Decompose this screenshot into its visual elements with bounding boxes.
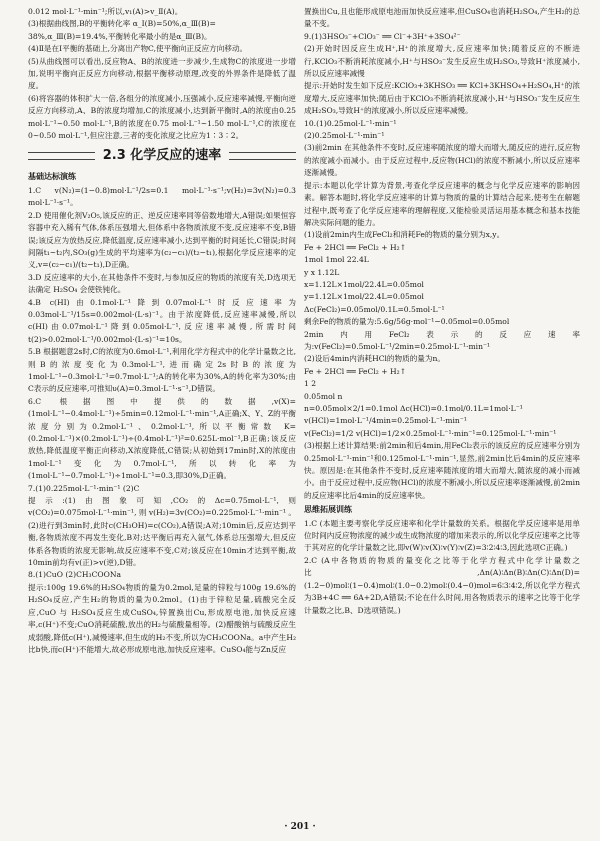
chemical-equation: Fe + 2HCl ══ FeCl₂ + H₂↑ (304, 366, 407, 376)
answer-text-block: 10.(1)0.25mol·L⁻¹·min⁻¹ (304, 118, 397, 128)
answer-text-block: (3)根据曲线图,B的平衡转化率 α_Ⅰ(B)=50%,α_Ⅲ(B)= (28, 19, 216, 29)
answer-text-block: (2)开始时因反应生成H⁺,H⁺的浓度增大,反应速率加快;随着反应的不断进行,KClO₃不断消耗浓度减小,H⁺与HSO₃⁻发生反应生成H₂SO₃,导致H⁺浓度减小,所以反应速率减慢 (304, 44, 580, 79)
decorative-rule (229, 152, 296, 160)
answer-text-block: (1)设前2min内生成FeCl₂和消耗Fe的物质的量分别为x,y。 (304, 230, 505, 240)
equation-line: y x 1.12L (304, 267, 340, 277)
answer-text-block: 置换出Cu,且也能形成原电池而加快反应速率,但CuSO₄也消耗H₂SO₄,产生H₂的总量不变。 (304, 7, 580, 29)
left-column (28, 6, 296, 656)
answer-item: 7.(1)0.225mol·L⁻¹·min⁻¹ (2)C (28, 483, 140, 493)
equation-line: 1 2 (304, 379, 317, 389)
answer-text-block: 38%,α_Ⅲ(B)=19.4%,平衡转化率最小的是α_Ⅲ(B)。 (28, 31, 212, 41)
answer-text-block: 0.012 mol·L⁻¹·min⁻¹;所以,v₁(A)>v_Ⅱ(A)。 (28, 7, 183, 16)
section-title: 2.3 化学反应的速率 (95, 150, 230, 162)
section-title-banner (28, 146, 296, 166)
answer-text-block: (5)从曲线图可以看出,反应物A、B的浓度进一步减少,生成物C的浓度进一步增加,说明平衡向正反应方向移动,根据平衡移动原理,改变的外界条件是降低了温度。 (28, 56, 296, 91)
calculation-line: v(HCl)=1mol·L⁻¹/4min=0.25mol·L⁻¹·min⁻¹ (304, 416, 467, 426)
page-number: · 201 · (284, 822, 316, 832)
answer-item: 8.(1)CuO (2)CH₃COONa (28, 570, 122, 580)
answer-text-block: 提示:开始时发生如下反应:KClO₃+3KHSO₃ ══ KCl+3KHSO₄+H₂SO₄,H⁺的浓度增大,反应速率加快;随后由于KClO₃不断消耗浓度减小,H⁺与HSO₃⁻发生反应生成H₂SO₃,导致H⁺的浓度减小,所以反应速率减慢。 (304, 81, 580, 116)
answer-text-block: 9.(1)3HSO₃⁻+ClO₃⁻ ══ Cl⁻+3H⁺+3SO₄²⁻ (304, 31, 461, 41)
subsection-heading: 思维拓展训练 (304, 505, 352, 515)
answer-item: 提示:100g 19.6%的H₂SO₄物质的量为0.2mol,足量的锌粒与100g 19.6%的H₂SO₄反应,产生H₂的物质的量为0.2mol。(1)由于锌粒足量,硫酸完全反应,CuO 与 H₂SO₄反应生成CuSO₄,锌置换出Cu,形成原电池,加快反应速率,c(H⁺)不变;CuO消耗硫酸,放出的H₂与硫酸量相等。(2)醋酸钠与硫酸反应生成弱酸,降低c(H⁺),减慢速率,但生成的H₂不变,所以为CH₃COONa。a中产生H₂比b快,而c(H⁺)不能增大,故必形成原电池,加快反应速率。CuSO₄能与Zn反应 (28, 582, 296, 654)
answer-item: 提示:(1)由图象可知,CO₂的Δc=0.75mol·L⁻¹,则v(CO₂)=0.075mol·L⁻¹·min⁻¹,则v(H₂)=3v(CO₂)=0.225mol·L⁻¹·min⁻¹。(2)进行到3min时,此时c(CH₃OH)=c(CO₂),A错误;A对;10min后,反应达到平衡,各物质浓度不再发生变化,B对;达平衡后再充入氩气,体系总压强增大,但反应体系各物质的浓度无影响,故反应速率不变,C对;该反应在10min才达到平衡,故10min前均有v(正)>v(逆),D错。 (28, 496, 296, 568)
answer-text-block: (2)0.25mol·L⁻¹·min⁻¹ (304, 131, 385, 141)
answer-item: 3.D 反应速率的大小,在其他条件不变时,与参加反应的物质的浓度有关,D选项无法确定 H₂SO₄ 会使铁钝化。 (28, 272, 296, 295)
calculation-line: n=0.05mol×2/1=0.1mol Δc(HCl)=0.1mol/0.1L=1mol·L⁻¹ (304, 404, 523, 413)
subsection-heading: 基础达标演练 (28, 172, 76, 182)
answer-item: 2.C (A中各物质的物质的量变化之比等于化学方程式中化学计量数之比,Δn(A)∶Δn(B)∶Δn(C)∶Δn(D)=(1.2−0)mol∶(1−0.4)mol∶(1.0−0.2)mol∶(0.4−0)mol=6∶3∶4∶2,所以化学方程式为3B+4C ══ 6A+2D,A错误;不论在什么时间,用各物质表示的速率之比等于化学计量数之比,B、D选项错误。) (304, 555, 580, 615)
answer-text-block: (6)将容器的体积扩大一倍,各组分的浓度减小,压强减小,反应速率减慢,平衡向逆反应方向移动,A、B的浓度均增加,C的浓度减小,达到新平衡时,A的浓度由0.25 mol·L⁻¹~0.50 mol·L⁻¹,B的浓度在0.75 mol·L⁻¹~1.50 mol·L⁻¹,C的浓度在0~0.50 mol·L⁻¹,但应注意,三者的变化浓度之比应为1∶3∶2。 (28, 93, 296, 141)
answer-item: 1.C v(N₂)=(1−0.8)mol·L⁻¹/2s=0.1 mol·L⁻¹·s⁻¹;v(H₂)=3v(N₂)=0.3 mol·L⁻¹·s⁻¹。 (28, 185, 296, 208)
answer-item: 2.D 使用催化剂V₂O₅,该反应的正、逆反应速率同等倍数地增大,A错误;如果恒容容器中充入稀有气体,体系压强增大,但体系中各物质浓度不变,反应速率不变,B错误;该反应为放热反应,降低温度,反应速率减小,达到平衡的时间延长,C错误;时间间隔t₁~t₂内,SO₃(g)生成的平均速率为(c₂−c₁)/(t₂−t₁),根据化学反应速率的定义,v=(c₂−c₁)/(t₂−t₁),D正确。 (28, 210, 296, 270)
calculation-line: v(FeCl₂)=1/2 v(HCl)=1/2×0.25mol·L⁻¹·min⁻¹=0.125mol·L⁻¹·min⁻¹ (304, 428, 557, 438)
chemical-equation: Fe + 2HCl ══ FeCl₂ + H₂↑ (304, 242, 407, 252)
calculation-line: x=1.12L×1mol/22.4L=0.05mol (304, 279, 424, 289)
answer-text-block: (2)设后4min内消耗HCl的物质的量为n。 (304, 354, 445, 364)
answer-text-block: (3)根据上述计算结果:前2min和后4min,用FeCl₂表示的该反应的反应速率分别为0.25mol·L⁻¹·min⁻¹和0.125mol·L⁻¹·min⁻¹,显然,前2min比后4min的反应速率快。原因是:在其他条件不变时,反应速率随浓度的增大而增大,随浓度的减小而减小。由于反应过程中,反应物(HCl)的浓度不断减小,所以反应速率逐渐减慢,前2min的反应速率比后4min的反应速率快。 (304, 441, 580, 500)
answer-text-block: (3)前2min 在其他条件不变时,反应速率随浓度的增大而增大,随反应的进行,反应物的浓度减小而减小。由于反应过程中,反应物(HCl)的浓度不断减小,所以反应速率逐渐减慢。 (304, 143, 580, 178)
calculation-line: 剩余Fe的物质的量为:5.6g/56g·mol⁻¹−0.05mol=0.05mol (304, 317, 510, 327)
right-column (304, 6, 580, 617)
answer-item: 4.B c(HI)由0.1mol·L⁻¹降到0.07mol·L⁻¹时反应速率为 0.03mol·L⁻¹/15s=0.002mol·(L·s)⁻¹。由于浓度降低,反应速率减慢,所以c(HI)由0.07mol·L⁻¹降到0.05mol·L⁻¹,反应速率减慢,所需时间t(2)>0.02mol·L⁻¹/0.002mol·(L·s)⁻¹=10s。 (28, 297, 296, 344)
equation-line: 1mol 1mol 22.4L (304, 255, 369, 265)
calculation-line: Δc(FeCl₂)=0.05mol/0.1L=0.5mol·L⁻¹ (304, 304, 445, 314)
equation-line: 0.05mol n (304, 391, 343, 401)
calculation-line: 2min内用FeCl₂表示的反应速率为:v(FeCl₂)=0.5mol·L⁻¹/2min=0.25mol·L⁻¹·min⁻¹ (304, 329, 580, 351)
answer-text-block: (4)Ⅱ是在Ⅰ平衡的基础上,分离出产物C,使平衡向正反应方向移动。 (28, 44, 248, 54)
calculation-line: y=1.12L×1mol/22.4L=0.05mol (304, 292, 424, 302)
answer-text-block: 提示:本题以化学计算为背景,考查化学反应速率的概念与化学反应速率的影响因素。解答本题时,将化学反应速率的计算与物质的量的计算结合起来,使考生在解题过程中,既考查了化学反应速率的理解程度,又能检验灵活运用基本概念和基本技能解决实际问题的能力。 (304, 180, 580, 227)
answer-item: 1.C (本题主要考察化学反应速率和化学计量数的关系。根据化学反应速率是用单位时间内反应物浓度的减少或生成物浓度的增加来表示的,所以化学反应速率之比等于其对应的化学计量数之比,即v(W)∶v(X)∶v(Y)∶v(Z)=3∶2∶4∶3,因此选项C正确。) (304, 518, 580, 553)
decorative-rule (28, 152, 95, 160)
answer-item: 5.B 根据题意2s时,C的浓度为0.6mol·L⁻¹,利用化学方程式中的化学计量数之比,则B的浓度变化为0.3mol·L⁻¹,进而确定2s时B的浓度为1mol·L⁻¹−0.3mol·L⁻¹=0.7mol·L⁻¹;A的转化率为30%,A的转化率为30%;由C表示的反应速率,可推知υ(A)=0.3mol·L⁻¹·s⁻¹,D错误。 (28, 347, 296, 394)
answer-item: 6.C 根据图中提供的数据,v(X)=(1mol·L⁻¹−0.4mol·L⁻¹)÷5min=0.12mol·L⁻¹·min⁻¹,A正确;X、Y、Z的平衡浓度分别为0.2mol·L⁻¹、0.2mol·L⁻¹,所以平衡常数 K=(0.2mol·L⁻¹)×(0.2mol·L⁻¹)÷(0.4mol·L⁻¹)²=0.625L·mol⁻¹,B正确;该反应放热,降低温度平衡正向移动,X浓度降低,C错误;从初始到17min时,X的浓度由1mol·L⁻¹变化为0.7mol·L⁻¹,所以转化率为(1mol·L⁻¹−0.7mol·L⁻¹)÷1mol·L⁻¹=0.3,即30%,D正确。 (28, 396, 296, 481)
